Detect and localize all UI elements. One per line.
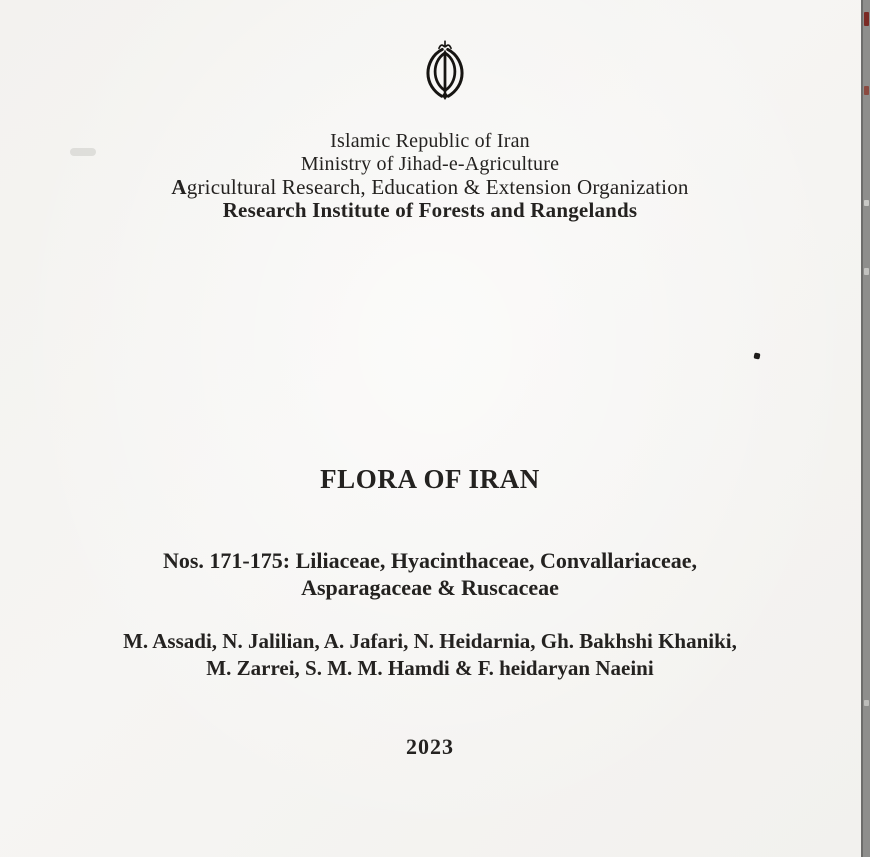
edge-notch: [864, 700, 869, 706]
edge-notch: [864, 200, 869, 206]
edge-tick: [864, 12, 869, 26]
scan-smudge: [70, 148, 96, 156]
organization-initial: A: [171, 175, 187, 199]
series-info: [20, 547, 840, 601]
publication-year: 2023: [406, 734, 454, 759]
authors-line-2: M. Zarrei, S. M. M. Hamdi & F. heidaryan Naeini: [206, 656, 654, 680]
authors: [20, 628, 840, 682]
institution-header: [20, 130, 840, 222]
ink-speck: [753, 352, 760, 359]
edge-tick: [864, 86, 869, 95]
ministry-line: Ministry of Jihad-e-Agriculture: [300, 153, 560, 175]
edge-notch: [864, 268, 869, 275]
authors-line-1: M. Assadi, N. Jalilian, A. Jafari, N. Heidarnia, Gh. Bakhshi Khaniki,: [123, 629, 737, 653]
organization-rest: gricultural Research, Education & Extension Organization: [186, 175, 689, 199]
series-line-2: Asparagaceae & Ruscaceae: [301, 575, 559, 600]
iran-emblem-icon: [423, 39, 467, 105]
series-line-1: Nos. 171-175: Liliaceae, Hyacinthaceae, Convallariaceae,: [162, 548, 697, 573]
country-line: Islamic Republic of Iran: [330, 130, 530, 152]
institute-line: Research Institute of Forests and Rangelands: [222, 198, 638, 222]
scan-edge-band: [861, 0, 870, 857]
organization-line: [20, 176, 840, 199]
book-title: FLORA OF IRAN: [320, 464, 540, 494]
